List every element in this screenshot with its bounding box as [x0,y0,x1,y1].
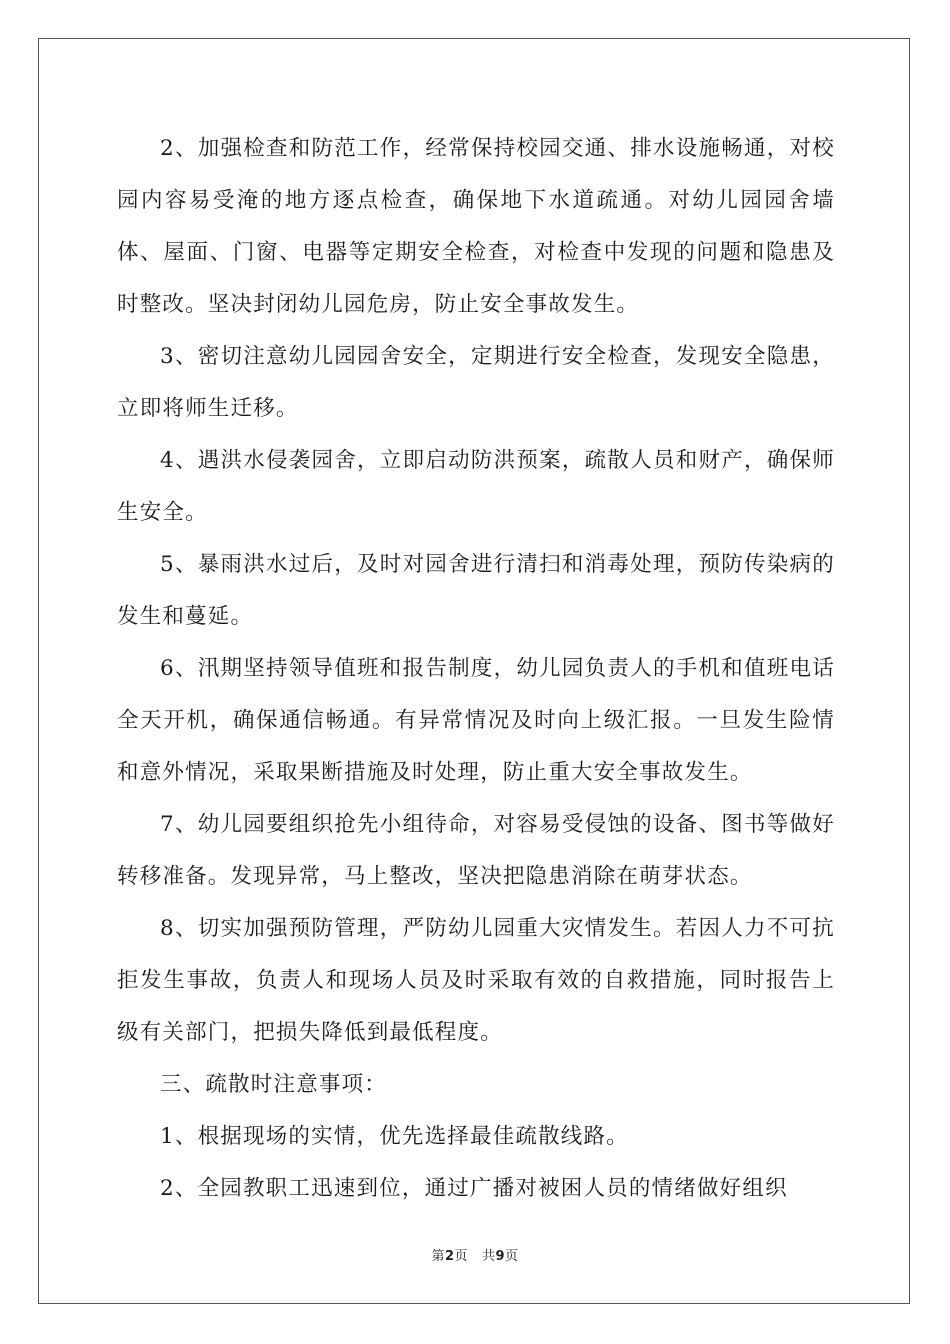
current-page-number: 2 [444,1249,455,1264]
page-footer [0,1245,950,1264]
paragraph-item-8-prevention: 8、切实加强预防管理，严防幼儿园重大灾情发生。若因人力不可抗拒发生事故，负责人和现场人员及时采取有效的自救措施，同时报告上级有关部门，把损失降低到最低程度。 [117,916,835,1045]
paragraph-item-4-flood-response: 4、遇洪水侵袭园舍，立即启动防洪预案，疏散人员和财产，确保师生安全。 [117,448,835,525]
paragraph-item-1-evacuation-route: 1、根据现场的实情，优先选择最佳疏散线路。 [160,1124,629,1149]
paragraph-item-2-inspection: 2、加强检查和防范工作，经常保持校园交通、排水设施畅通，对校园内容易受淹的地方逐点检查，确保地下水道疏通。对幼儿园园舍墙体、屋面、门窗、电器等定期安全检查，对检查中发现的问题和隐患及时整改。坚决封闭幼儿园危房，防止安全事故发生。 [117,136,835,317]
paragraph-item-6-duty-system: 6、汛期坚持领导值班和报告制度，幼儿园负责人的手机和值班电话全天开机，确保通信畅通。有异常情况及时向上级汇报。一旦发生险情和意外情况，采取果断措施及时处理，防止重大安全事故发生。 [117,656,835,785]
paragraph-item-7-standby-team: 7、幼儿园要组织抢先小组待命，对容易受侵蚀的设备、图书等做好转移准备。发现异常，马上整改，坚决把隐患消除在萌芽状态。 [117,812,835,889]
paragraph-item-2-staff-positioning: 2、全园教职工迅速到位，通过广播对被困人员的情绪做好组织 [160,1176,788,1201]
page-number-label: 第2页 [431,1249,469,1264]
paragraph-item-3-building-safety: 3、密切注意幼儿园园舍安全，定期进行安全检查，发现安全隐患，立即将师生迁移。 [117,344,835,421]
document-body [117,123,835,1215]
total-pages-label: 共9页 [481,1249,519,1264]
section-heading-evacuation: 三、疏散时注意事项： [160,1072,388,1097]
total-page-count: 9 [495,1249,506,1264]
paragraph-item-5-disinfection: 5、暴雨洪水过后，及时对园舍进行清扫和消毒处理，预防传染病的发生和蔓延。 [117,552,835,629]
